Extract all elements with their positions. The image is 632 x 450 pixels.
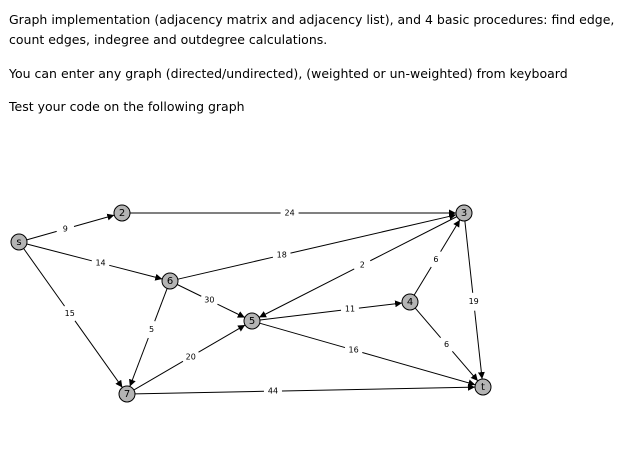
edge-arrow-4-t (452, 351, 477, 381)
node-4 (402, 294, 418, 310)
edge-arrow-4-3 (441, 220, 460, 252)
edge-weight-2-3: 24 (284, 208, 295, 218)
edge-5-t (260, 323, 345, 347)
edge-arrow-6-5 (217, 304, 244, 317)
edge-arrow-s-7 (75, 321, 122, 388)
edge-weight-7-5: 20 (185, 352, 196, 362)
node-label-7: 7 (123, 389, 131, 400)
edge-3-t (465, 221, 473, 293)
edge-weight-6-3: 18 (276, 250, 287, 260)
edge-weight-4-t: 6 (443, 340, 450, 349)
edge-4-t (415, 308, 440, 338)
edge-arrow-s-2 (74, 215, 114, 226)
node-label-t: t (481, 382, 485, 393)
edge-weight-4-3: 6 (433, 254, 439, 264)
node-label-2: 2 (118, 208, 126, 219)
edge-6-5 (177, 285, 201, 297)
node-6 (162, 273, 178, 289)
edge-weight-3-5: 2 (359, 260, 365, 270)
node-5 (244, 313, 260, 329)
edge-s-7 (24, 249, 65, 307)
edge-s-2 (27, 231, 57, 239)
edge-7-5 (134, 361, 183, 390)
edge-arrow-5-4 (359, 303, 402, 308)
edge-weight-3-t: 19 (468, 297, 479, 307)
node-7 (119, 386, 135, 402)
intro-paragraph: Graph implementation (adjacency matrix and adjacency list), and 4 basic procedures: find edge, count edges, indegree and outdegree calculations. (9, 12, 615, 47)
edge-5-4 (260, 310, 341, 320)
node-t (475, 379, 491, 395)
edge-arrow-7-t (282, 387, 475, 391)
edge-weight-7-t: 44 (267, 386, 279, 396)
edge-arrow-s-6 (109, 265, 162, 279)
input-instruction: You can enter any graph (directed/undirected), (weighted or un-weighted) from keyboard (9, 66, 568, 81)
edge-7-t (135, 391, 264, 394)
node-label-3: 3 (460, 208, 468, 219)
edge-s-6 (27, 244, 92, 261)
node-2 (114, 205, 130, 221)
edge-6-3 (178, 257, 273, 279)
node-label-6: 6 (166, 276, 174, 287)
node-label-5: 5 (248, 316, 256, 327)
edge-arrow-6-7 (130, 338, 148, 387)
edge-weight-6-5: 30 (204, 295, 215, 305)
node-label-s: s (16, 237, 22, 248)
edge-arrow-3-t (475, 311, 482, 379)
node-s (11, 234, 27, 250)
edge-weight-5-4: 11 (344, 304, 356, 314)
edge-4-3 (414, 267, 431, 295)
edge-weight-s-2: 9 (62, 224, 68, 234)
node-label-4: 4 (406, 297, 414, 308)
edge-arrow-5-t (362, 353, 475, 385)
edge-weight-5-t: 16 (348, 345, 359, 355)
edge-weight-s-6: 14 (95, 258, 106, 268)
edge-3-5 (370, 217, 457, 261)
edge-6-7 (155, 288, 167, 321)
edge-weight-s-7: 15 (64, 308, 75, 318)
test-instruction: Test your code on the following graph (9, 99, 245, 114)
edge-arrow-6-3 (290, 215, 456, 253)
edge-weight-6-7: 5 (148, 325, 155, 335)
node-3 (456, 205, 472, 221)
edge-arrow-7-5 (199, 325, 246, 352)
